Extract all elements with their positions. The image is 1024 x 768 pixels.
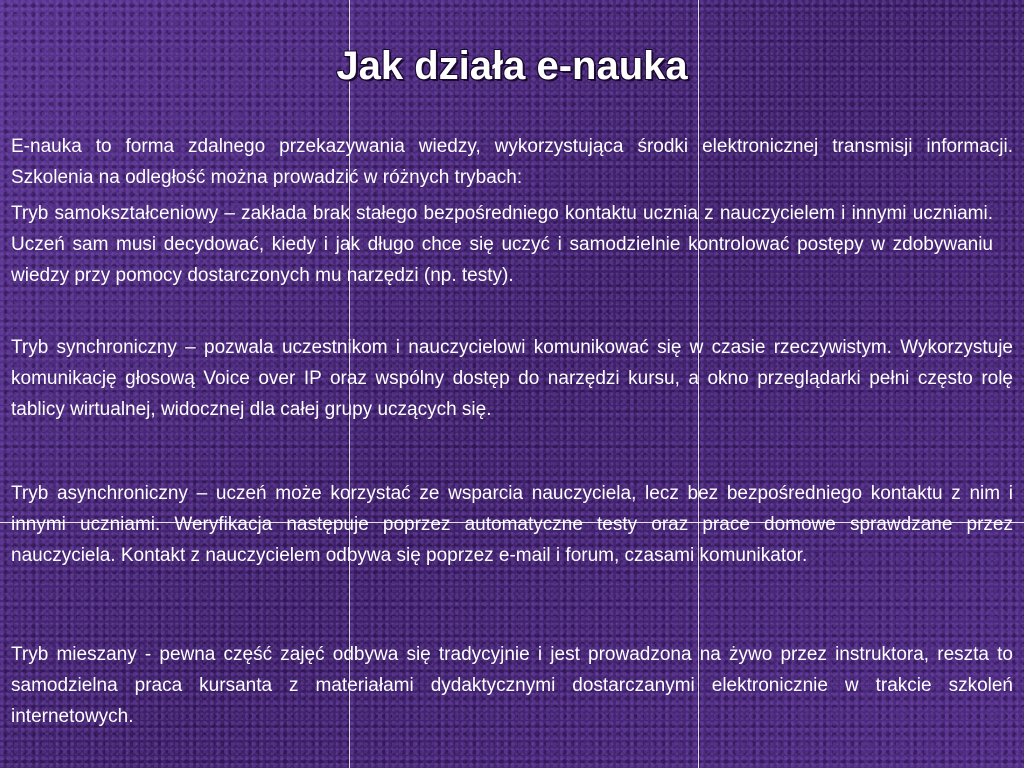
intro-paragraph: E-nauka to forma zdalnego przekazywania wiedzy, wykorzystująca środki elektronicznej transmisji informacji. Szkolenia na odległość można prowadzić w różnych trybach: xyxy=(11,136,1013,188)
self-study-mode-paragraph: Tryb samokształceniowy – zakłada brak stałego bezpośredniego kontaktu ucznia z nauczycielem i innymi uczniami. Uczeń sam musi decydować, kiedy i jak długo chce się uczyć i samodzielnie kontrolować postępy w zdobywaniu wiedzy przy pomocy dostarczonych mu narzędzi (np. testy). xyxy=(11,203,993,286)
slide-title: Jak działa e-nauka xyxy=(336,44,688,88)
asynchronous-mode-paragraph: Tryb asynchroniczny – uczeń może korzystać ze wsparcia nauczyciela, lecz bez bezpośredniego kontaktu z nim i innymi uczniami. Weryfikacja następuje poprzez automatyczne testy oraz prace domowe sprawdzane przez nauczyciela. Kontakt z nauczycielem odbywa się poprzez e-mail i forum, czasami komunikator. xyxy=(11,483,1013,566)
synchronous-mode-paragraph: Tryb synchroniczny – pozwala uczestnikom i nauczycielowi komunikować się w czasie rzeczywistym. Wykorzystuje komunikację głosową Voice over IP oraz wspólny dostęp do narzędzi kursu, a okno przeglądarki pełni często rolę tablicy wirtualnej, widocznej dla całej grupy uczących się. xyxy=(11,337,1013,420)
blended-mode-paragraph: Tryb mieszany - pewna część zajęć odbywa się tradycyjnie i jest prowadzona na żywo przez instruktora, reszta to samodzielna praca kursanta z materiałami dydaktycznymi dostarczanymi elektronicznie w trakcie szkoleń internetowych. xyxy=(11,644,1013,727)
